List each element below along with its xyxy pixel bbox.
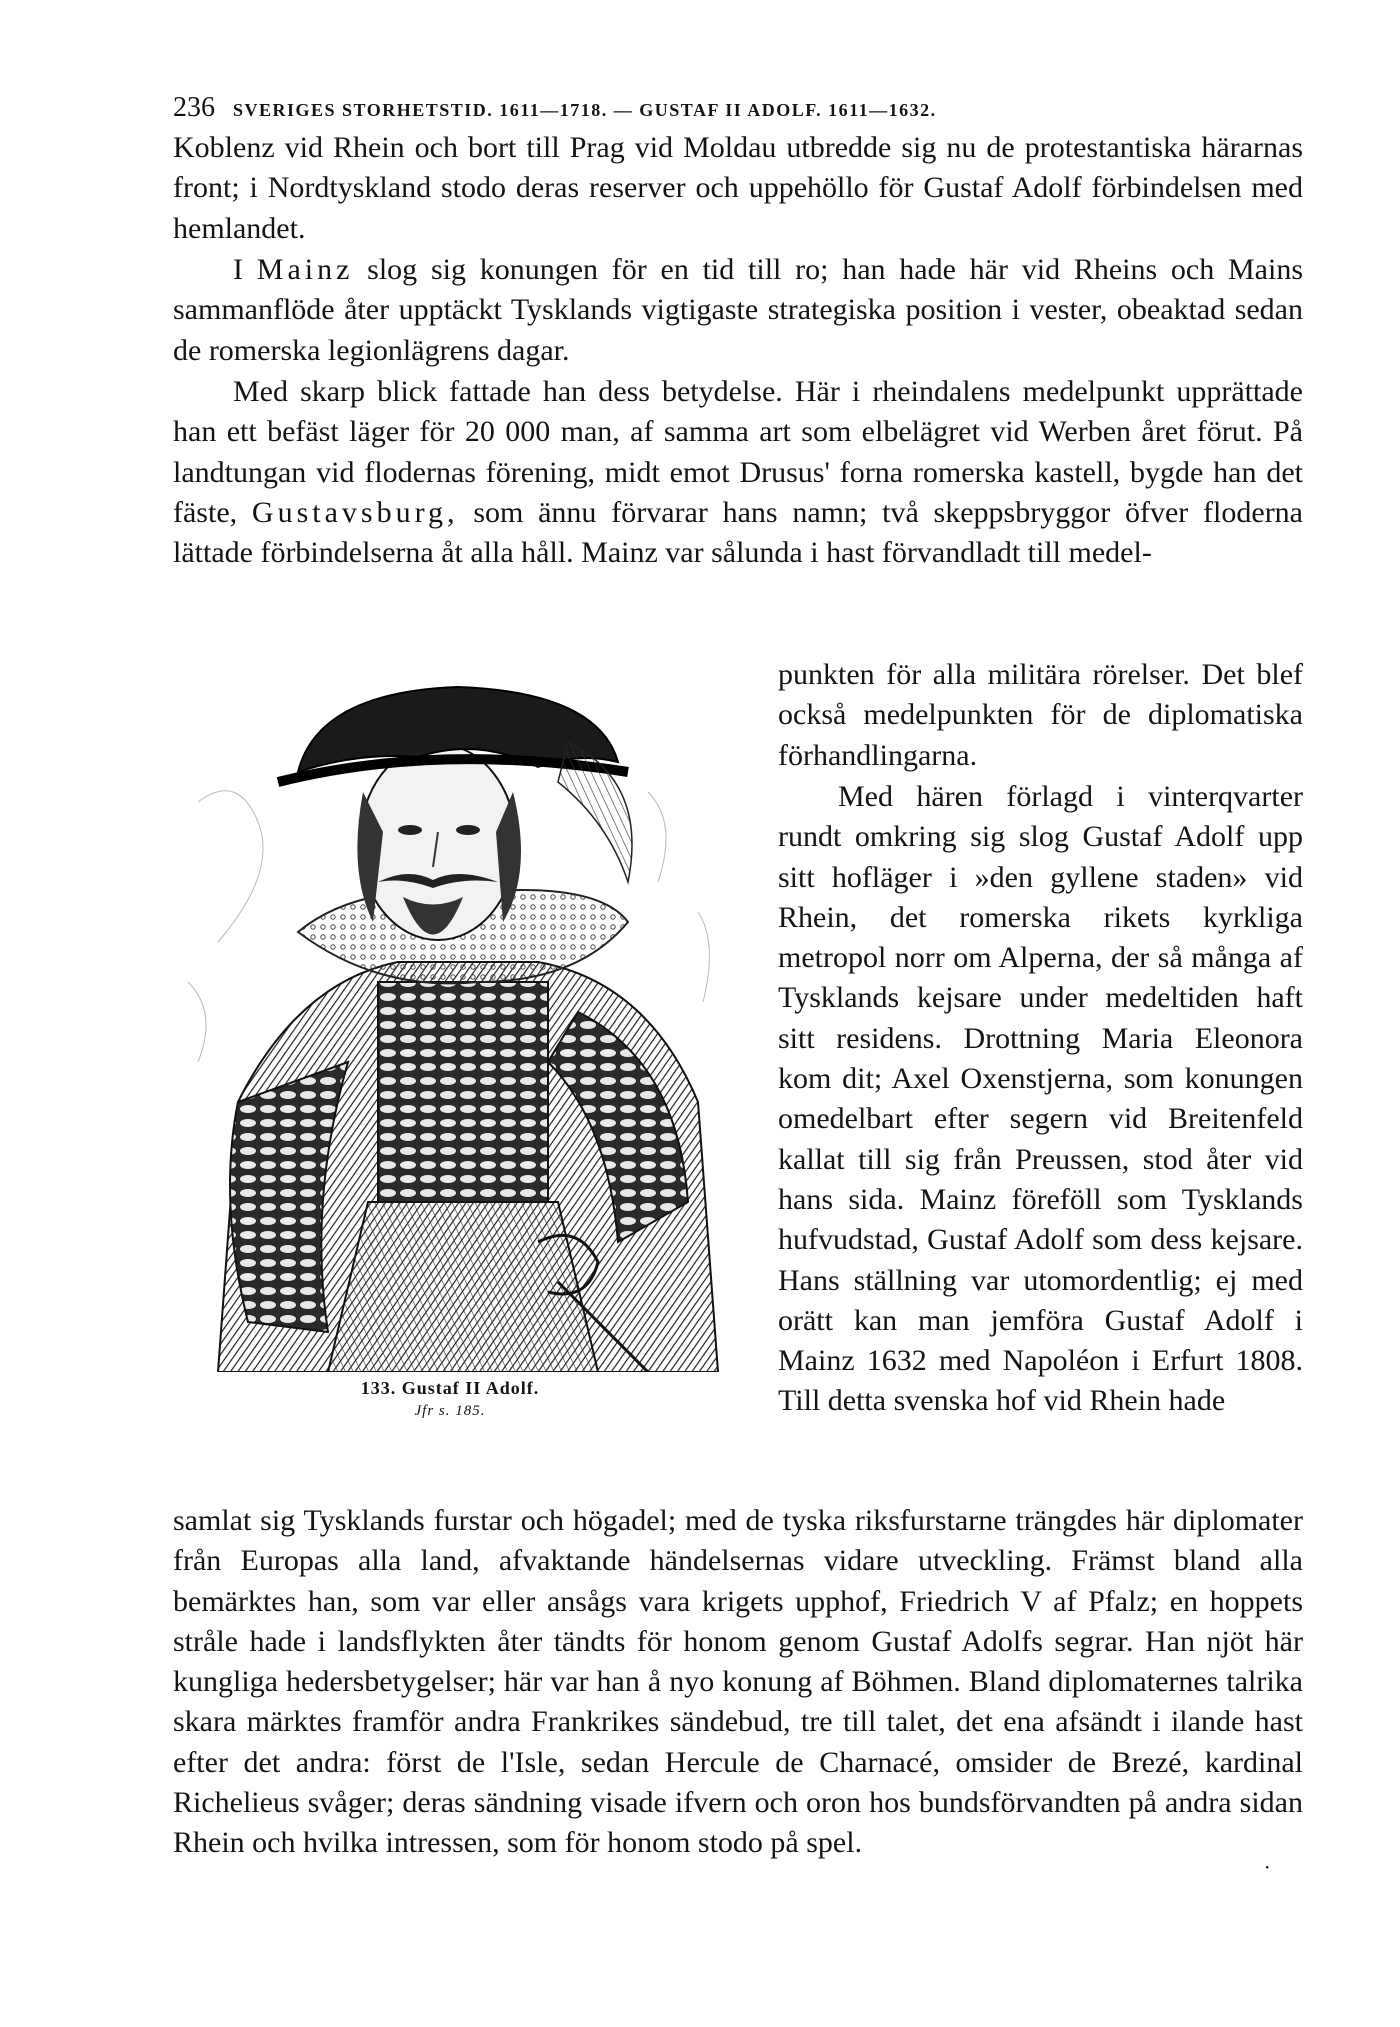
braided-front xyxy=(378,982,548,1202)
doublet-skirt xyxy=(328,1202,598,1372)
emphasis-mainz: Mainz xyxy=(256,253,354,286)
right-eye xyxy=(456,825,480,835)
paragraph-4-full-width: samlat sig Tysklands furstar och högadel; med de tyska riksfurstarne trängdes här diplomater från Europas alla land, afvaktande händelsernas vidare utveckling. Främst bland alla bemärktes han, som var eller ansågs vara krigets upphof, Friedrich V af Pfalz; en hoppets stråle hade i landsflykten åter tändts för honom genom Gustaf Adolfs segrar. Han njöt här kungliga hedersbetygelser; här var han å nyo konung af Böhmen. Bland diplomaternes talrika skara märktes framför andra Frankrikes sändebud, tre till talet, det ena afsändt i ilande hast efter det andra: först de l'Isle, sedan Hercule de Charnacé, omsider de Brezé, kardinal Richelieus svåger; deras sändning visade ifvern och oron hos bundsförvandten på andra sidan Rhein och hvilka intressen, som för honom stodo på spel. xyxy=(173,1504,1303,1860)
hat-feather xyxy=(558,742,632,882)
running-title: SVERIGES STORHETSTID. 1611—1718. — GUSTAF II ADOLF. 1611—1632. xyxy=(233,100,937,120)
paragraph-3-continued: punkten för alla militära rörelser. Det blef också medelpunkten för de diplomatiska förhandlingarna. xyxy=(778,658,1303,772)
portrait-engraving xyxy=(178,682,748,1372)
figure-caption xyxy=(270,1378,630,1420)
caption-title: 133. Gustaf II Adolf. xyxy=(360,1378,540,1398)
page-number: 236 xyxy=(173,92,215,123)
caption-reference: Jfr s. 185. xyxy=(414,1403,486,1419)
paragraph-3: Med skarp blick fattade han dess betydelse. Här i rheindalens medelpunkt upprättade han ett befäst läger för 20 000 man, af samma art som elbelägret vid Werben året förut. På landtungan vid flodernas förening, midt emot Drusus' forna romerska kastell, bygde han det fäste, Gustavsburg, som ännu förvarar hans namn; två skeppsbryggor öfver floderna lättade förbindelserna åt alla håll. Mainz var sålunda i hast förvandladt till medel- xyxy=(173,375,1303,570)
running-head xyxy=(173,92,1303,124)
paragraph-1: Koblenz vid Rhein och bort till Prag vid Moldau utbredde sig nu de protestantiska härarnas front; i Nordtyskland stodo deras reserver och uppehöllo för Gustaf Adolf förbindelsen med hemlandet. xyxy=(173,131,1303,245)
paragraph-4-side-column: Med hären förlagd i vinterqvarter rundt omkring sig slog Gustaf Adolf upp sitt hofläger i »den gyllene staden» vid Rhein, det romerska rikets kyrkliga metropol norr om Alperna, der så många af Tysklands kejsare under medeltiden haft sitt residens. Drottning Maria Eleonora kom dit; Axel Oxenstjerna, som konungen omedelbart efter segern vid Breitenfeld kallat till sig från Preussen, stod åter vid hans sida. Mainz föreföll som Tysklands hufvudstad, Gustaf Adolf som dess kejsare. Hans ställning var utomordentlig; ej med orätt kan man jemföra Gustaf Adolf i Mainz 1632 med Napoléon i Erfurt 1808. Till detta svenska hof vid Rhein hade xyxy=(778,780,1303,1418)
emphasis-gustavsburg: Gustavsburg, xyxy=(251,495,459,529)
left-eye xyxy=(398,825,422,835)
stray-mark: · xyxy=(1264,1855,1271,1879)
paragraph-2: I Mainz slog sig konungen för en tid till ro; han hade här vid Rheins och Mains sammanflöde åter upptäckt Tysklands vigtigaste strategiska position i vester, obeaktad sedan de romerska legionlägrens dagar. xyxy=(173,253,1304,367)
portrait-figure xyxy=(178,682,748,1372)
